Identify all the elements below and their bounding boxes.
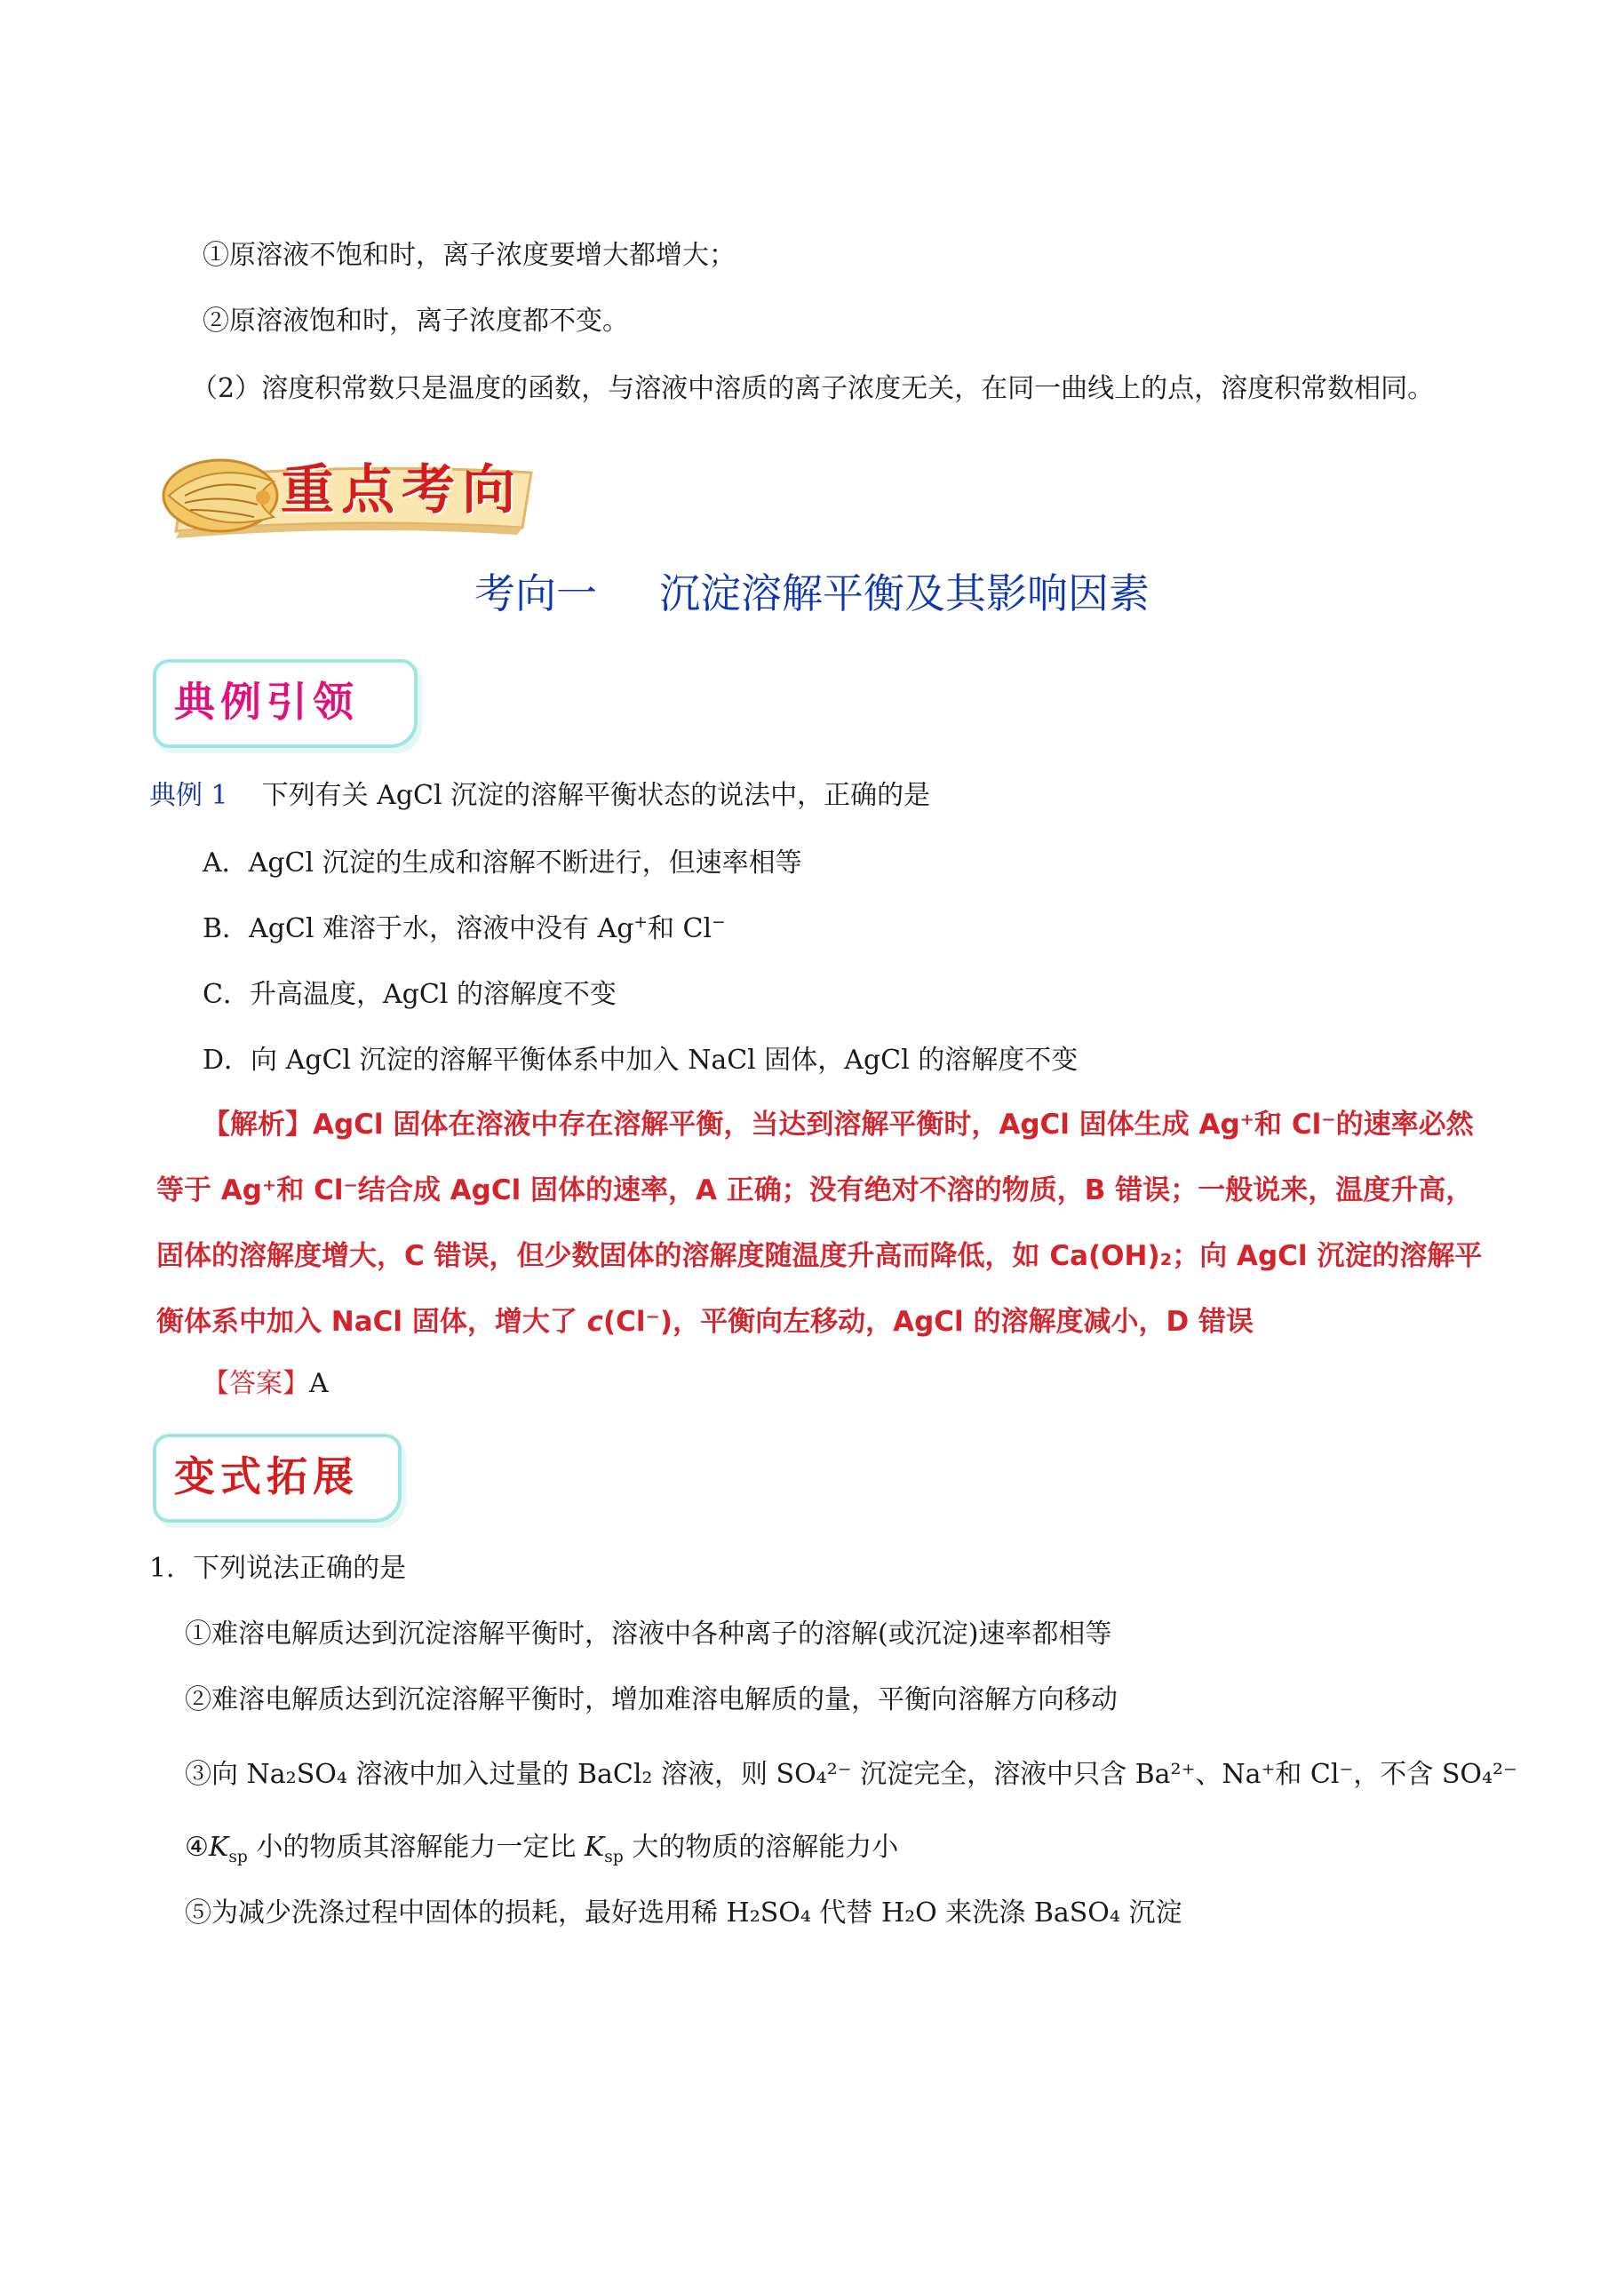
statement-4-k1: K xyxy=(208,1832,229,1863)
intro-line-2: ②原溶液饱和时，离子浓度都不变。 xyxy=(203,306,629,337)
shell-icon xyxy=(163,460,277,531)
exercise-statement-4 xyxy=(185,1830,898,1865)
intro-line-1: ①原溶液不饱和时，离子浓度要增大都增大； xyxy=(203,240,736,271)
answer-value: A xyxy=(309,1368,329,1399)
example-question: 下列有关 AgCl 沉淀的溶解平衡状态的说法中，正确的是 xyxy=(261,780,931,811)
extension-tag-label: 变式拓展 xyxy=(174,1452,359,1500)
option-b-sup1: + xyxy=(633,913,648,932)
banner-label: 重点考向 xyxy=(281,459,522,521)
option-b-sup2: − xyxy=(712,913,726,932)
analysis-line-4-c: c xyxy=(586,1306,604,1338)
key-directions-banner xyxy=(149,442,540,538)
section-heading xyxy=(0,567,1624,620)
analysis-line-4-pre: 衡体系中加入 NaCl 固体，增大了 xyxy=(156,1306,587,1338)
analysis-line-1: 【解析】AgCl 固体在溶液中存在溶解平衡，当达到溶解平衡时，AgCl 固体生成 Ag⁺和 Cl⁻的速率必然 xyxy=(203,1109,1474,1141)
section-title: 沉淀溶解平衡及其影响因素 xyxy=(659,569,1150,617)
statement-4-mid: 小的物质其溶解能力一定比 xyxy=(247,1832,585,1863)
option-d: D．向 AgCl 沉淀的溶解平衡体系中加入 NaCl 固体，AgCl 的溶解度不变 xyxy=(203,1045,1079,1076)
analysis-line-4-post: (Cl⁻)，平衡向左移动，AgCl 的溶解度减小，D 错误 xyxy=(603,1306,1254,1338)
analysis-line-3: 固体的溶解度增大，C 错误，但少数固体的溶解度随温度升高而降低，如 Ca(OH)₂；向 AgCl 沉淀的溶解平 xyxy=(156,1240,1483,1272)
statement-4-k2: K xyxy=(584,1832,605,1863)
option-b-text: B．AgCl 难溶于水，溶液中没有 Ag xyxy=(203,913,634,944)
statement-4-end: 大的物质的溶解能力小 xyxy=(623,1832,899,1863)
option-b xyxy=(203,911,726,947)
exercise-statement-3: ③向 Na₂SO₄ 溶液中加入过量的 BaCl₂ 溶液，则 SO₄²⁻ 沉淀完全，溶液中只含 Ba²⁺、Na⁺和 Cl⁻，不含 SO₄²⁻ xyxy=(185,1759,1517,1790)
answer-line xyxy=(203,1366,329,1402)
exercise-statement-2: ②难溶电解质达到沉淀溶解平衡时，增加难溶电解质的量，平衡向溶解方向移动 xyxy=(185,1684,1118,1715)
intro-line-3: （2）溶度积常数只是温度的函数，与溶液中溶质的离子浓度无关，在同一曲线上的点，溶度积常数相同。 xyxy=(191,373,1435,404)
option-a: A．AgCl 沉淀的生成和溶解不断进行，但速率相等 xyxy=(203,847,802,879)
analysis-line-2: 等于 Ag⁺和 Cl⁻结合成 AgCl 固体的速率，A 正确；没有绝对不溶的物质，B 错误；一般说来，温度升高， xyxy=(156,1174,1474,1206)
exercise-statement-1: ①难溶电解质达到沉淀溶解平衡时，溶液中各种离子的溶解(或沉淀)速率都相等 xyxy=(185,1619,1112,1650)
example-label: 典例 1 xyxy=(149,780,228,811)
answer-label: 【答案】 xyxy=(203,1368,309,1399)
statement-4-number: ④ xyxy=(185,1832,209,1863)
option-b-mid: 和 Cl xyxy=(648,913,712,944)
exercise-statement-5: ⑤为减少洗涤过程中固体的损耗，最好选用稀 H₂SO₄ 代替 H₂O 来洗涤 BaSO₄ 沉淀 xyxy=(185,1897,1182,1929)
section-number: 考向一 xyxy=(474,569,597,617)
statement-4-sp1: sp xyxy=(228,1848,248,1866)
example-tag-label: 典例引领 xyxy=(174,678,359,726)
analysis-line-4 xyxy=(156,1304,1254,1340)
example-question-line xyxy=(149,778,930,814)
statement-4-sp2: sp xyxy=(604,1848,624,1866)
option-c: C．升高温度，AgCl 的溶解度不变 xyxy=(203,979,617,1010)
exercise-question: 1．下列说法正确的是 xyxy=(149,1553,407,1584)
